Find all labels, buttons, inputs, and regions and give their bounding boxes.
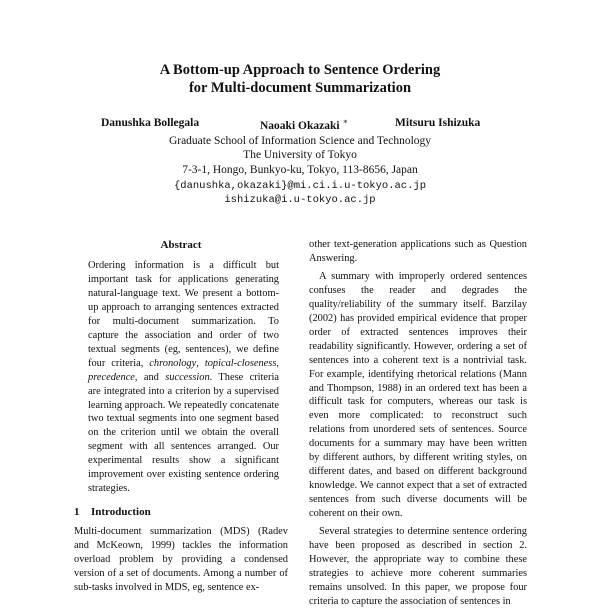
author-name bbox=[101, 117, 199, 129]
right-column bbox=[309, 238, 527, 609]
email-line: ishizuka@i.u-tokyo.ac.jp bbox=[224, 194, 376, 206]
left-column bbox=[74, 238, 288, 595]
author-name-text: Mitsuru Ishizuka bbox=[395, 117, 481, 129]
abstract-text bbox=[74, 259, 288, 496]
section-number: 1 bbox=[74, 506, 80, 519]
affiliation-line: 7-3-1, Hongo, Bunkyo-ku, Tokyo, 113-8656, Japan bbox=[182, 164, 418, 176]
author-name-text: Naoaki Okazaki bbox=[260, 119, 340, 132]
criterion-term: chronology bbox=[149, 357, 197, 369]
author-name bbox=[395, 117, 480, 129]
email-line: {danushka,okazaki}@mi.ci.i.u-tokyo.ac.jp bbox=[173, 180, 427, 192]
section-title: Introduction bbox=[91, 506, 151, 519]
criterion-term: precedence bbox=[88, 371, 135, 383]
author-list bbox=[0, 117, 600, 133]
paper-title-line-1: A Bottom-up Approach to Sentence Ordering bbox=[159, 62, 441, 78]
criterion-term: topical-closeness bbox=[204, 357, 277, 369]
author-name-text: Danushka Bollegala bbox=[101, 117, 200, 129]
author-name bbox=[260, 117, 348, 132]
body-paragraph: Several strategies to determine sentence ordering have been proposed as described in section 2. However, the appropriate way to combine these strategies to achieve more coherent summaries remains unsolved. In this paper, we propose four criteria to capture the association of sentences in bbox=[309, 526, 527, 607]
body-paragraph-continuation: other text-generation applications such as Question Answering. bbox=[309, 239, 527, 264]
body-paragraph: A summary with improperly ordered sentences confuses the reader and degrades the quality/reliability of the summary itself. Barzilay (2002) has provided empirical evidence that proper order of extracted sentences improves their readability significantly. However, ordering a set of sentences into a coherent text is a nontrivial task. For example, identifying rhetorical relations (Mann and Thompson, 1988) in an ordered text has been a difficult task for computers, whereas our task is even more complicated: to reconstruct such relations from unordered sets of sentences. Source documents for a summary may have been written by different authors, by different writing styles, on different dates, and based on different background knowledge. We cannot expect that a set of extracted sentences from such diverse documents will be coherent on their own. bbox=[309, 270, 527, 520]
abstract-text-part: Ordering information is a difficult but important task for applications generating natural-language text. We present a bottom-up approach to arranging sentences extracted for multi-document summarization. To capture the association and order of two textual segments (eg, sentences), we define four criteria, bbox=[88, 260, 279, 369]
abstract-heading: Abstract bbox=[160, 239, 202, 251]
abstract-separator: , and bbox=[134, 371, 166, 383]
introduction-paragraph: Multi-document summarization (MDS) (Radev and McKeown, 1999) tackles the information overload problem by providing a condensed version of a set of documents. Among a number of sub-tasks involved in MDS, eg, sentence ex- bbox=[74, 526, 288, 594]
abstract-separator: , bbox=[276, 357, 279, 369]
section-heading-introduction bbox=[74, 505, 288, 519]
abstract-separator: , bbox=[196, 357, 205, 369]
abstract-text-part: . These criteria are integrated into a criterion by a supervised learning approach. We repeatedly concatenate two textual segments into one segment based on the criterion until we obtain the overall segment with all sentences arranged. Our experimental results show a significant improvement over existing sentence ordering strategies. bbox=[88, 371, 279, 495]
affiliation-line: Graduate School of Information Science and Technology bbox=[168, 135, 432, 147]
criterion-term: succession bbox=[165, 371, 210, 383]
paper-title-line-2: for Multi-document Summarization bbox=[188, 80, 412, 96]
footnote-mark: ∗ bbox=[342, 117, 348, 126]
affiliation-line: The University of Tokyo bbox=[243, 149, 357, 161]
